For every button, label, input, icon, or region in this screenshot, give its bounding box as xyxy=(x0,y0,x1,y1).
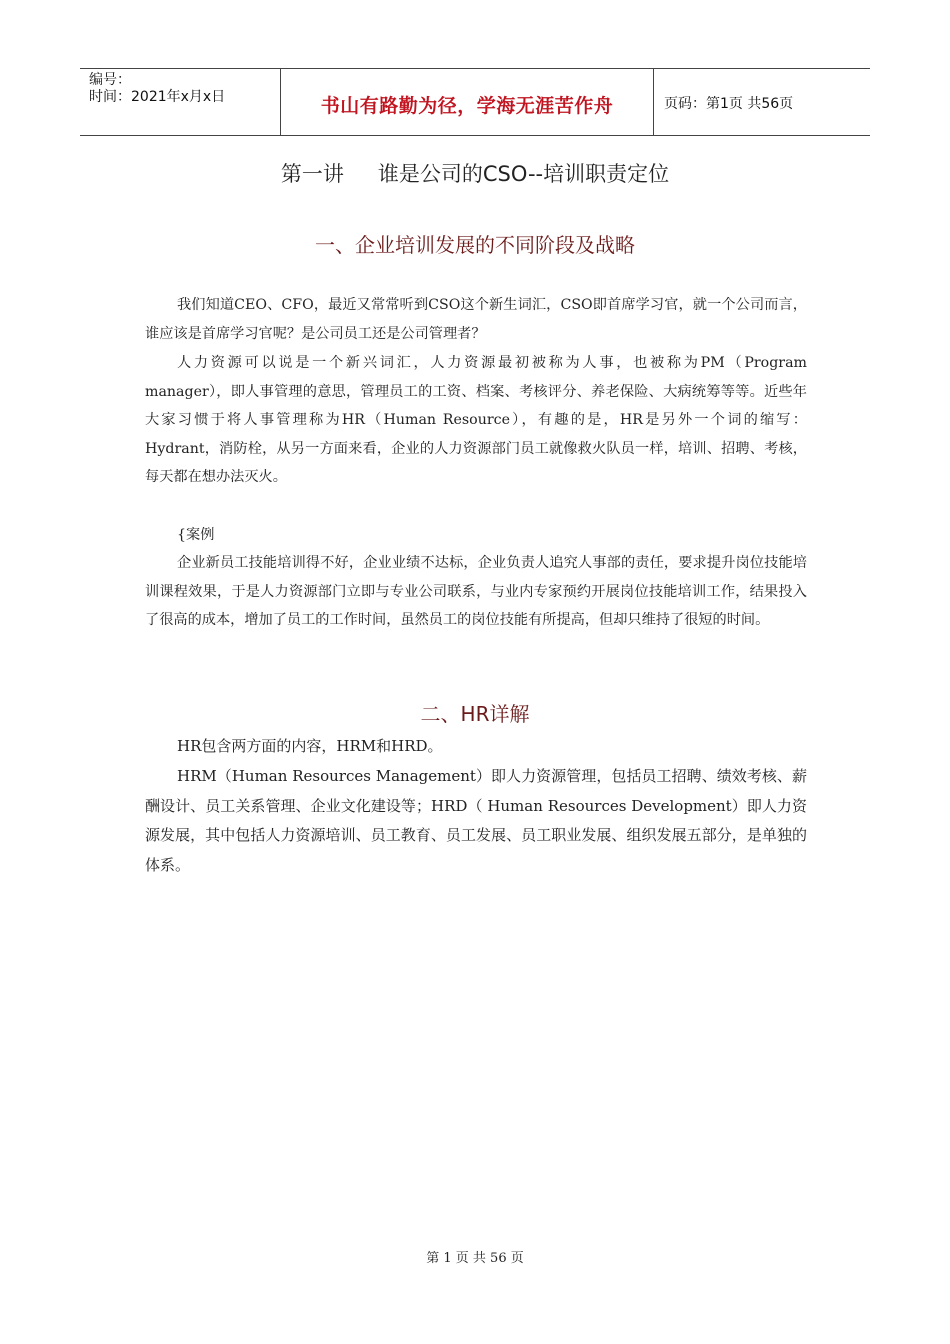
document-header xyxy=(80,68,870,136)
page-footer: 第 1 页 共 56 页 xyxy=(426,1251,524,1266)
lecture-number: 第一讲 xyxy=(280,162,344,186)
lecture-subject: 谁是公司的CSO--培训职责定位 xyxy=(377,162,670,186)
header-motto: 书山有路勤为径，学海无涯苦作舟 xyxy=(281,69,654,135)
number-label: 编号： xyxy=(89,72,131,88)
header-page-info: 页码：第1页 共56页 xyxy=(664,96,794,112)
section1-heading: 一、企业培训发展的不同阶段及战略 xyxy=(315,233,635,257)
section2-paragraph-2: HRM（Human Resources Management）即人力资源管理，包括员工招聘、绩效考核、薪酬设计、员工关系管理、企业文化建设等；HRD（ Human Resources Development）即人力资源发展，其中包括人力资源培训、员工教育、员工发展、员工职业发展、组织发展五部分，是单独的体系。 xyxy=(145,767,807,874)
time-label: 时间：2021年x月x日 xyxy=(89,89,226,105)
case-label: {案例 xyxy=(177,527,215,543)
header-meta xyxy=(80,69,281,135)
case-text: 企业新员工技能培训得不好，企业业绩不达标，企业负责人追究人事部的责任，要求提升岗位技能培训课程效果，于是人力资源部门立即与专业公司联系，与业内专家预约开展岗位技能培训工作，结果投入了很高的成本，增加了员工的工作时间，虽然员工的岗位技能有所提高，但却只维持了很短的时间。 xyxy=(145,555,807,629)
section2-heading: 二、HR详解 xyxy=(420,702,530,726)
lecture-title xyxy=(0,158,950,188)
section2-paragraph-1: HR包含两方面的内容，HRM和HRD。 xyxy=(177,737,443,755)
section1-paragraph-2: 人力资源可以说是一个新兴词汇，人力资源最初被称为人事，也被称为PM（Program manager），即人事管理的意思，管理员工的工资、档案、考核评分、养老保险、大病统筹等等。近些年大家习惯于将人事管理称为HR（Human Resource），有趣的是，HR是另外一个词的缩写：Hydrant，消防栓，从另一方面来看，企业的人力资源部门员工就像救火队员一样，培训、招聘、考核，每天都在想办法灭火。 xyxy=(145,355,807,486)
section1-paragraph-1: 我们知道CEO、CFO，最近又常常听到CSO这个新生词汇，CSO即首席学习官，就一个公司而言，谁应该是首席学习官呢？是公司员工还是公司管理者？ xyxy=(145,297,807,342)
